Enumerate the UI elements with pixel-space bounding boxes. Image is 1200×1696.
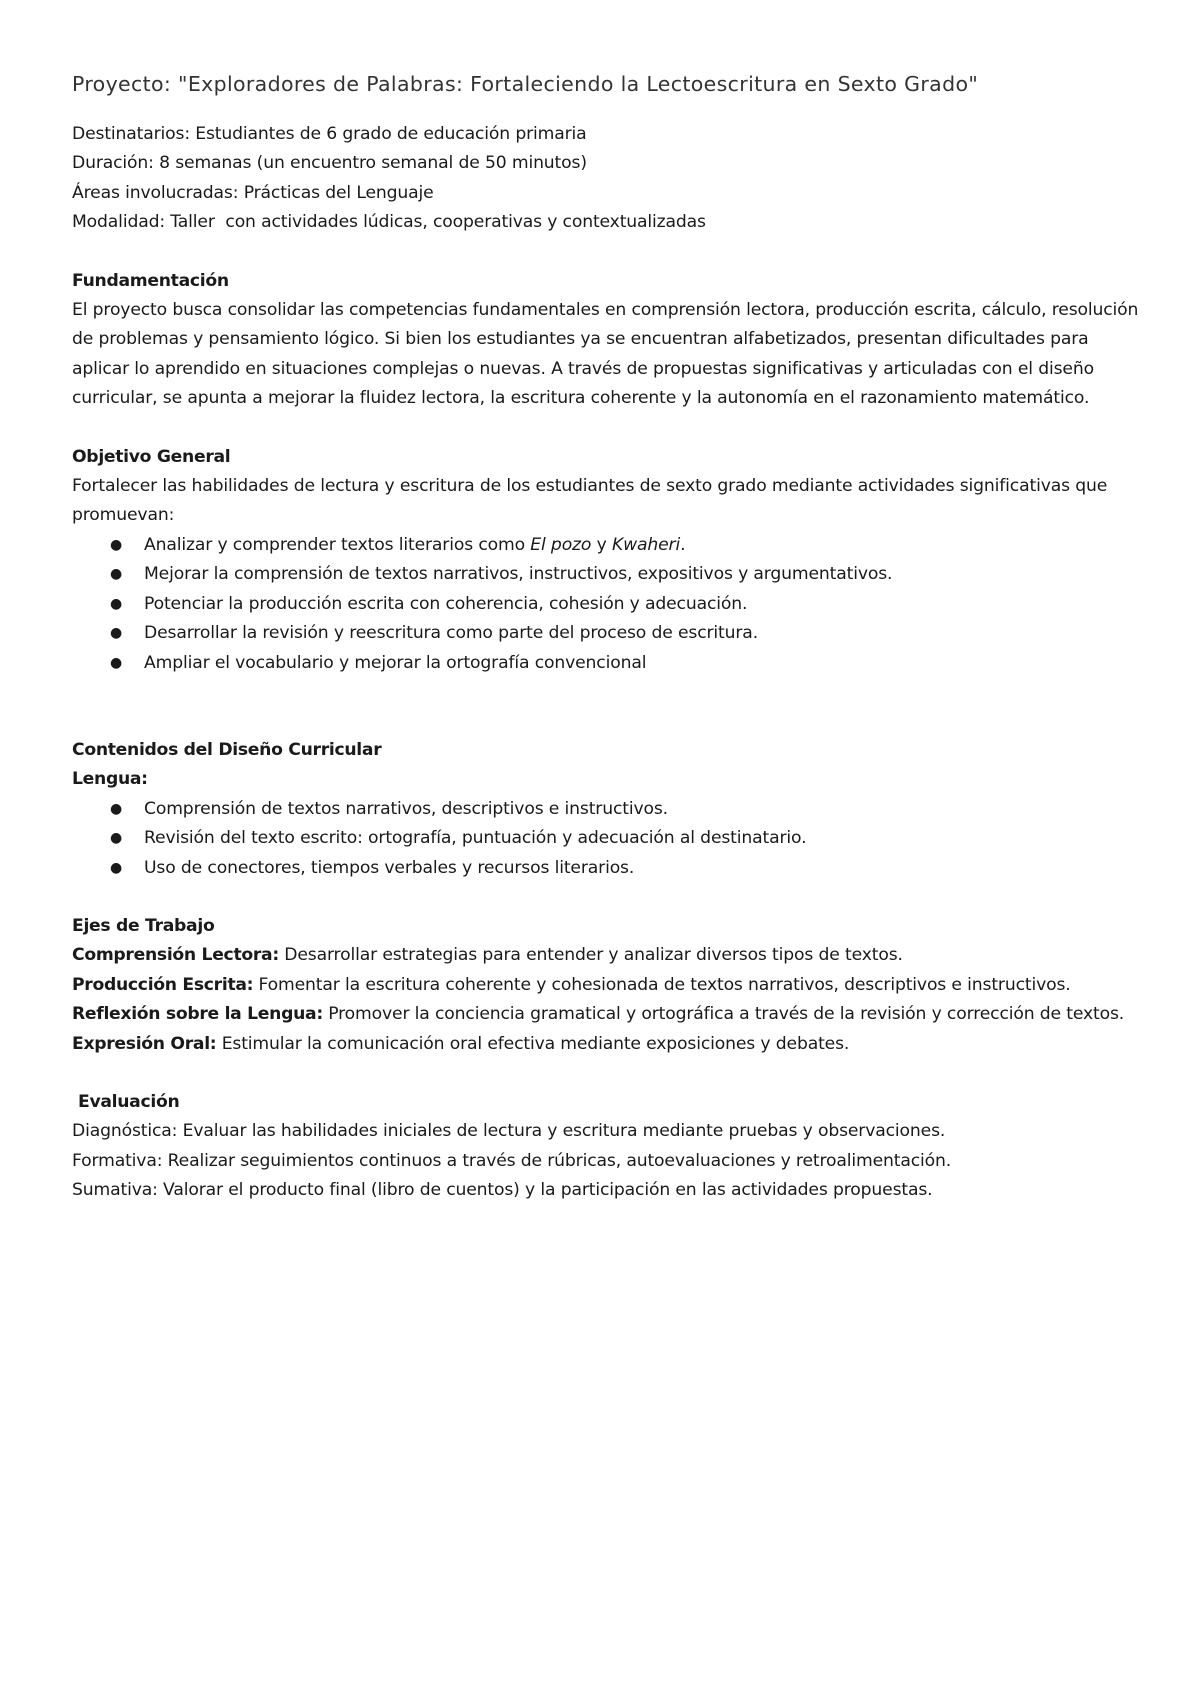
bullet-icon: ● <box>110 654 123 671</box>
eje-reflexion: Reflexión sobre la Lengua: Promover la conciencia gramatical y ortográfica a través de la revisión y corrección de textos. <box>72 1004 1125 1025</box>
meta-modalidad: Modalidad: Taller con actividades lúdicas, cooperativas y contextualizadas <box>72 212 706 233</box>
meta-block <box>72 120 1142 238</box>
bullet-icon: ● <box>110 566 123 583</box>
bullet-icon: ● <box>110 859 123 876</box>
fundamentacion-text: El proyecto busca consolidar las competencias fundamentales en comprensión lectora, producción escrita, cálculo, resolución de problemas y pensamiento lógico. Si bien los estudiantes ya se encuentran alfabetizados, presentan dificultades para aplicar lo aprendido en situaciones complejas o nuevas. A través de propuestas significativas y articuladas con el diseño curricular, se apunta a mejorar la fluidez lectora, la escritura coherente y la autonomía en el razonamiento matemático. <box>72 300 1139 409</box>
meta-duracion: Duración: 8 semanas (un encuentro semanal de 50 minutos) <box>72 153 587 174</box>
list-item: ● Analizar y comprender textos literarios como El pozo y Kwaheri. <box>110 531 1142 560</box>
evaluacion-diagnostica: Diagnóstica: Evaluar las habilidades iniciales de lectura y escritura mediante pruebas y observaciones. <box>72 1121 946 1142</box>
lengua-subheading: Lengua: <box>72 769 148 790</box>
document-page <box>72 70 1142 1206</box>
objetivo-intro: Fortalecer las habilidades de lectura y escritura de los estudiantes de sexto grado mediante actividades significativas que promuevan: <box>72 476 1108 526</box>
evaluacion-formativa: Formativa: Realizar seguimientos continuos a través de rúbricas, autoevaluaciones y retroalimentación. <box>72 1150 952 1171</box>
bullet-icon: ● <box>110 800 123 817</box>
bullet-icon: ● <box>110 625 123 642</box>
spacer <box>72 678 1142 736</box>
list-item: ● Uso de conectores, tiempos verbales y recursos literarios. <box>110 854 1142 883</box>
contenidos-heading: Contenidos del Diseño Curricular <box>72 739 382 760</box>
meta-areas: Áreas involucradas: Prácticas del Lenguaje <box>72 182 434 203</box>
evaluacion-sumativa: Sumativa: Valorar el producto final (libro de cuentos) y la participación en las actividades propuestas. <box>72 1180 933 1201</box>
list-item: ● Revisión del texto escrito: ortografía, puntuación y adecuación al destinatario. <box>110 824 1142 853</box>
meta-destinatarios: Destinatarios: Estudiantes de 6 grado de educación primaria <box>72 124 587 144</box>
eje-produccion: Producción Escrita: Fomentar la escritura coherente y cohesionada de textos narrativos, descriptivos e instructivos. <box>72 974 1071 995</box>
document-body <box>72 120 1142 1206</box>
bullet-icon: ● <box>110 536 123 553</box>
book-title-kwaheri: Kwaheri <box>611 534 681 555</box>
fundamentacion-heading: Fundamentación <box>72 270 229 291</box>
ejes-block <box>72 941 1142 1059</box>
list-item: ● Mejorar la comprensión de textos narrativos, instructivos, expositivos y argumentativos. <box>110 560 1142 589</box>
bullet-icon: ● <box>110 830 123 847</box>
eje-label: Expresión Oral: <box>72 1033 217 1054</box>
list-item: ● Comprensión de textos narrativos, descriptivos e instructivos. <box>110 795 1142 824</box>
eje-label: Reflexión sobre la Lengua: <box>72 1004 323 1025</box>
evaluacion-heading: Evaluación <box>78 1091 180 1112</box>
list-item: ● Potenciar la producción escrita con coherencia, cohesión y adecuación. <box>110 590 1142 619</box>
evaluacion-block <box>72 1117 1142 1205</box>
contenidos-list <box>72 795 1142 883</box>
eje-expresion: Expresión Oral: Estimular la comunicación oral efectiva mediante exposiciones y debates. <box>72 1033 850 1054</box>
ejes-heading: Ejes de Trabajo <box>72 915 215 936</box>
eje-label: Producción Escrita: <box>72 974 254 995</box>
eje-label: Comprensión Lectora: <box>72 945 279 966</box>
list-item: ● Ampliar el vocabulario y mejorar la ortografía convencional <box>110 649 1142 678</box>
document-title: Proyecto: "Exploradores de Palabras: Fortaleciendo la Lectoescritura en Sexto Grado" <box>72 72 979 96</box>
list-item: ● Desarrollar la revisión y reescritura como parte del proceso de escritura. <box>110 619 1142 648</box>
objetivo-heading: Objetivo General <box>72 446 231 467</box>
eje-comprension: Comprensión Lectora: Desarrollar estrategias para entender y analizar diversos tipos de textos. <box>72 945 903 966</box>
objetivo-list <box>72 531 1142 678</box>
book-title-el-pozo: El pozo <box>530 534 592 555</box>
bullet-icon: ● <box>110 595 123 612</box>
